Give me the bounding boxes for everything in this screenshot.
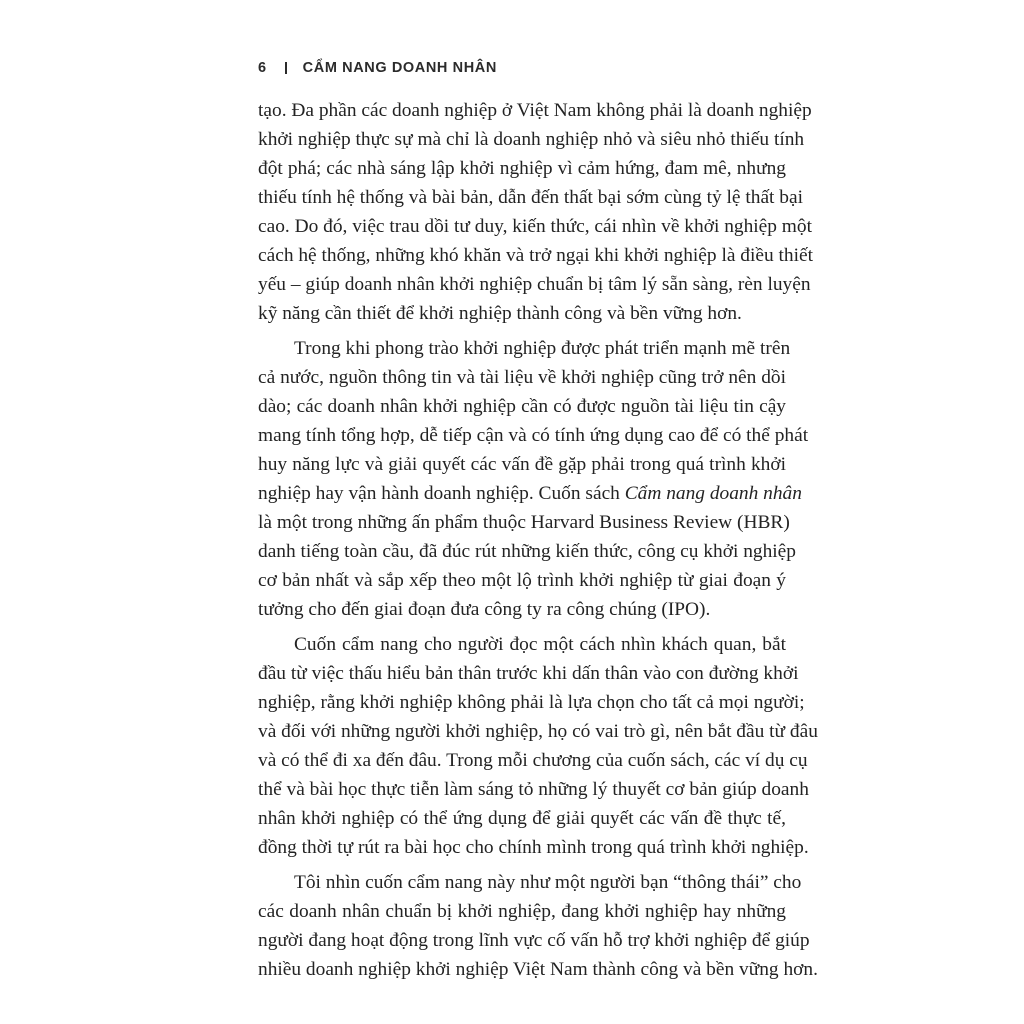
text-line-with-title bbox=[258, 479, 802, 508]
running-header bbox=[258, 60, 497, 76]
text-line: và đối với những người khởi nghiệp, họ có vai trò gì, nên bắt đầu từ đâu bbox=[258, 721, 818, 742]
text-line: cơ bản nhất và sắp xếp theo một lộ trình khởi nghiệp từ giai đoạn ý bbox=[258, 570, 786, 591]
text-line: huy năng lực và giải quyết các vấn đề gặp phải trong quá trình khởi bbox=[258, 454, 786, 475]
text-line: dào; các doanh nhân khởi nghiệp cần có được nguồn tài liệu tin cậy bbox=[258, 396, 786, 417]
text-line: đầu từ việc thấu hiểu bản thân trước khi dấn thân vào con đường khởi bbox=[258, 663, 799, 684]
header-divider bbox=[285, 62, 287, 74]
text-line: kỹ năng cần thiết để khởi nghiệp thành công và bền vững hơn. bbox=[258, 303, 742, 324]
text-line: yếu – giúp doanh nhân khởi nghiệp chuẩn bị tâm lý sẵn sàng, rèn luyện bbox=[258, 274, 811, 295]
text-line: và có thể đi xa đến đâu. Trong mỗi chương của cuốn sách, các ví dụ cụ bbox=[258, 750, 808, 771]
text-line: nhân khởi nghiệp có thể ứng dụng để giải quyết các vấn đề thực tế, bbox=[258, 808, 786, 829]
text-line: nhiều doanh nghiệp khởi nghiệp Việt Nam thành công và bền vững hơn. bbox=[258, 959, 818, 980]
paragraph-3 bbox=[258, 630, 818, 862]
text-line: mang tính tổng hợp, dễ tiếp cận và có tính ứng dụng cao để có thể phát bbox=[258, 425, 809, 446]
paragraph-1 bbox=[258, 96, 813, 328]
text-line: tạo. Đa phần các doanh nghiệp ở Việt Nam không phải là doanh nghiệp bbox=[258, 100, 812, 121]
text-line: người đang hoạt động trong lĩnh vực cố vấn hỗ trợ khởi nghiệp để giúp bbox=[258, 930, 810, 951]
page-number: 6 bbox=[258, 60, 267, 76]
text-line: Tôi nhìn cuốn cẩm nang này như một người bạn “thông thái” cho bbox=[294, 872, 802, 893]
text-run: nghiệp hay vận hành doanh nghiệp. Cuốn sách bbox=[258, 483, 625, 504]
text-line: Trong khi phong trào khởi nghiệp được phát triển mạnh mẽ trên bbox=[294, 338, 791, 359]
text-line: là một trong những ấn phẩm thuộc Harvard Business Review (HBR) bbox=[258, 512, 790, 533]
text-line: cao. Do đó, việc trau dồi tư duy, kiến thức, cái nhìn về khởi nghiệp một bbox=[258, 216, 812, 237]
text-line: đồng thời tự rút ra bài học cho chính mình trong quá trình khởi nghiệp. bbox=[258, 837, 809, 858]
text-line: thể và bài học thực tiễn làm sáng tỏ những lý thuyết cơ bản giúp doanh bbox=[258, 779, 809, 800]
text-line: nghiệp, rằng khởi nghiệp không phải là lựa chọn cho tất cả mọi người; bbox=[258, 692, 805, 713]
text-line: đột phá; các nhà sáng lập khởi nghiệp vì cảm hứng, đam mê, nhưng bbox=[258, 158, 786, 179]
paragraph-4 bbox=[258, 868, 818, 984]
body-text bbox=[258, 96, 818, 984]
text-line: khởi nghiệp thực sự mà chỉ là doanh nghiệp nhỏ và siêu nhỏ thiếu tính bbox=[258, 129, 805, 150]
paragraph-2 bbox=[258, 334, 809, 624]
book-title: CẨM NANG DOANH NHÂN bbox=[302, 60, 497, 76]
text-line: tưởng cho đến giai đoạn đưa công ty ra công chúng (IPO). bbox=[258, 599, 711, 620]
text-line: cách hệ thống, những khó khăn và trở ngại khi khởi nghiệp là điều thiết bbox=[258, 245, 813, 266]
book-title-italic: Cẩm nang doanh nhân bbox=[624, 483, 802, 504]
text-line: cả nước, nguồn thông tin và tài liệu về khởi nghiệp cũng trở nên dồi bbox=[258, 367, 786, 388]
text-line: các doanh nhân chuẩn bị khởi nghiệp, đang khởi nghiệp hay những bbox=[258, 901, 786, 922]
text-line: Cuốn cẩm nang cho người đọc một cách nhìn khách quan, bắt bbox=[294, 634, 786, 655]
text-line: thiếu tính hệ thống và bài bản, dẫn đến thất bại sớm cùng tỷ lệ thất bại bbox=[258, 187, 803, 208]
text-line: danh tiếng toàn cầu, đã đúc rút những kiến thức, công cụ khởi nghiệp bbox=[258, 541, 796, 562]
